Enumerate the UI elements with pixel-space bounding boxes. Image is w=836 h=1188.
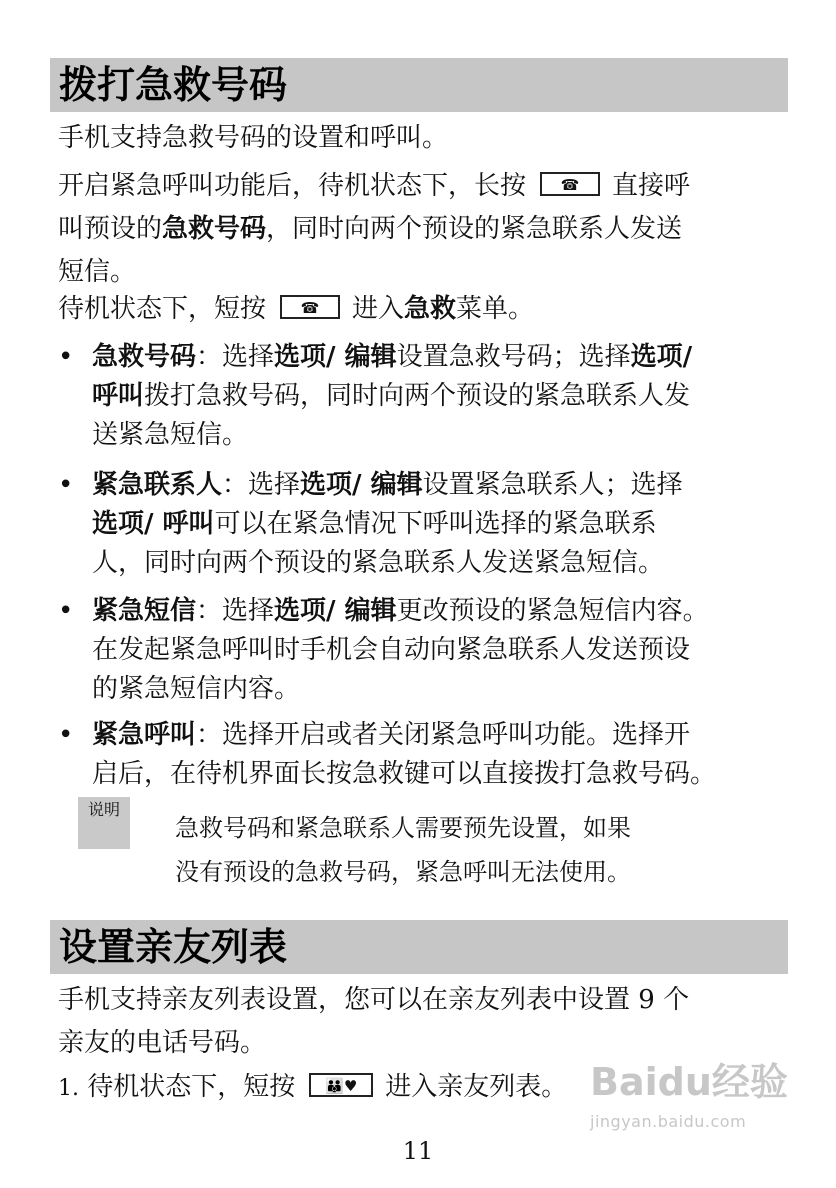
bullet-icon: • — [58, 342, 74, 372]
bullet-icon: • — [58, 720, 74, 750]
text: 的紧急短信内容。 — [92, 674, 301, 704]
text: ：选择 — [196, 596, 275, 626]
list-item — [58, 592, 783, 709]
emphasis: 选项/ 编辑 — [300, 470, 423, 500]
family-intro-paragraph — [58, 979, 783, 1065]
text: 手机支持亲友列表设置，您可以在亲友列表中设置 9 个 — [58, 985, 690, 1015]
watermark-logo: Baidu经验 — [590, 1060, 788, 1104]
text: 人，同时向两个预设的紧急联系人发送紧急短信。 — [92, 548, 665, 578]
emphasis: 选项/ 编辑 — [274, 342, 397, 372]
text: 设置紧急联系人；选择 — [422, 470, 683, 500]
family-key-icon: 👪♥ — [309, 1073, 373, 1097]
text: 可以在紧急情况下呼叫选择的紧急联系 — [214, 509, 657, 539]
text: 菜单。 — [456, 294, 535, 324]
text: 送紧急短信。 — [92, 420, 249, 450]
emphasis: 急救 — [404, 294, 457, 324]
text: 叫预设的 — [58, 214, 163, 244]
watermark-url: jingyan.baidu.com — [590, 1112, 747, 1131]
section-title: 设置亲友列表 — [59, 925, 288, 969]
emergency-key-icon: ☎ — [280, 295, 340, 319]
note-line: 没有预设的急救号码，紧急呼叫无法使用。 — [175, 858, 631, 886]
bullet-icon: • — [58, 596, 74, 626]
short-press-paragraph — [58, 288, 783, 331]
text: 直接呼 — [612, 171, 691, 201]
bullet-icon: • — [58, 470, 74, 500]
text: 待机状态下，短按 — [58, 294, 267, 324]
intro-paragraph — [58, 117, 783, 160]
section-header-family — [50, 920, 788, 974]
emphasis: 选项/ — [630, 342, 693, 372]
note-label: 说明 — [78, 797, 130, 849]
text: ：选择 — [196, 342, 275, 372]
text: 待机状态下，短按 — [87, 1072, 296, 1102]
long-press-paragraph — [58, 165, 783, 294]
text: 进入亲友列表。 — [385, 1072, 568, 1102]
text: 在发起紧急呼叫时手机会自动向紧急联系人发送预设 — [92, 635, 691, 665]
text: 更改预设的紧急短信内容。 — [396, 596, 709, 626]
section-header-emergency — [50, 58, 788, 112]
emphasis: 呼叫 — [92, 381, 145, 411]
page-number: 11 — [402, 1137, 434, 1165]
text: ：选择 — [222, 470, 301, 500]
emergency-key-icon: ☎ — [540, 172, 600, 196]
note-text — [175, 806, 775, 894]
text: 启后，在待机界面长按急救键可以直接拨打急救号码。 — [92, 759, 717, 789]
emphasis: 急救号码 — [162, 214, 267, 244]
note-line: 急救号码和紧急联系人需要预先设置，如果 — [175, 814, 631, 842]
text: 短信。 — [58, 257, 137, 287]
intro-text: 手机支持急救号码的设置和呼叫。 — [58, 123, 449, 153]
text: 开启紧急呼叫功能后，待机状态下，长按 — [58, 171, 527, 201]
section-title: 拨打急救号码 — [59, 63, 288, 107]
emphasis: 选项/ 呼叫 — [92, 509, 215, 539]
list-item — [58, 466, 783, 583]
step-number: 1. — [58, 1076, 79, 1101]
text: 拨打急救号码，同时向两个预设的紧急联系人发 — [144, 381, 691, 411]
emphasis: 选项/ 编辑 — [274, 596, 397, 626]
text: ：选择开启或者关闭紧急呼叫功能。选择开 — [196, 720, 691, 750]
list-item — [58, 338, 783, 455]
emphasis: 紧急联系人 — [92, 470, 223, 500]
text: ，同时向两个预设的紧急联系人发送 — [266, 214, 683, 244]
emphasis: 紧急呼叫 — [92, 720, 197, 750]
list-item — [58, 716, 783, 794]
text: 进入 — [352, 294, 405, 324]
text: 亲友的电话号码。 — [58, 1028, 267, 1058]
text: 设置急救号码；选择 — [396, 342, 631, 372]
emphasis: 急救号码 — [92, 342, 197, 372]
emphasis: 紧急短信 — [92, 596, 197, 626]
